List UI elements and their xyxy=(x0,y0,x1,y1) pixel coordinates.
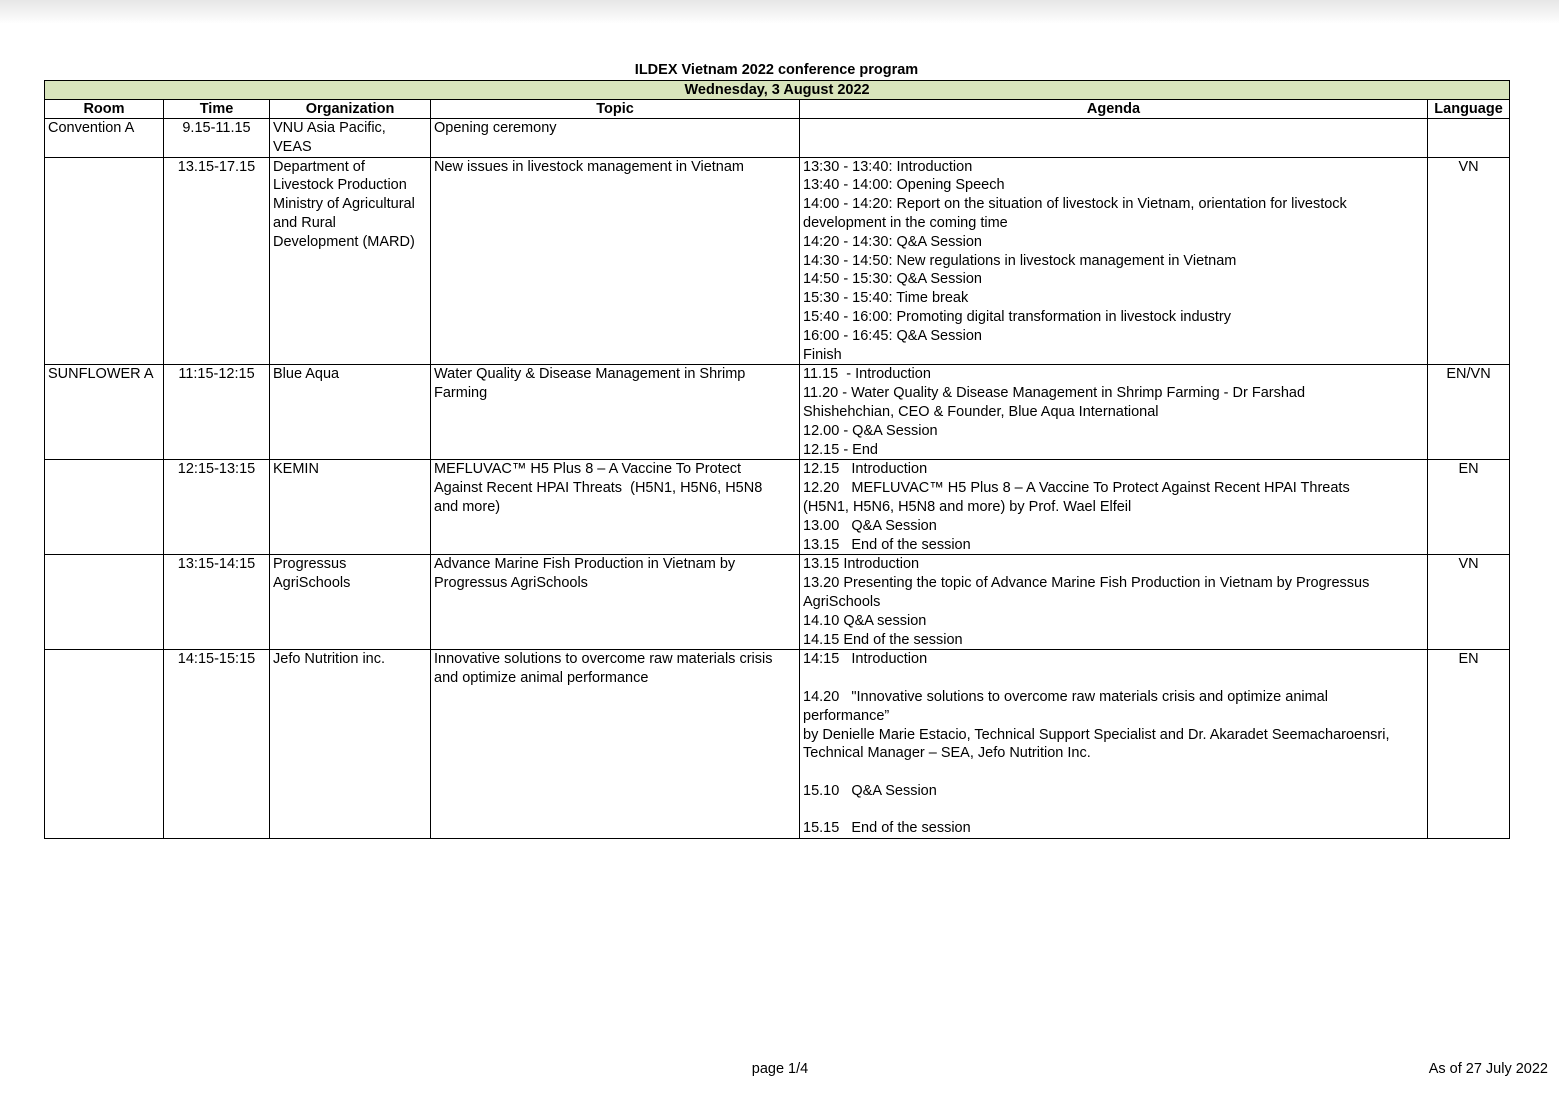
time-cell: 9.15-11.15 xyxy=(164,119,270,158)
organization-cell: Progressus AgriSchools xyxy=(270,555,431,650)
organization-cell: Blue Aqua xyxy=(270,365,431,460)
time-cell: 14:15-15:15 xyxy=(164,650,270,839)
column-header-organization: Organization xyxy=(270,100,431,119)
column-header-time: Time xyxy=(164,100,270,119)
room-cell: SUNFLOWER A xyxy=(45,365,164,460)
topic-cell: Innovative solutions to overcome raw materials crisis and optimize animal performance xyxy=(431,650,800,839)
agenda-cell: 13:30 - 13:40: Introduction 13:40 - 14:00: Opening Speech 14:00 - 14:20: Report on the situation of livestock in Vietnam, orientation for livestock development in the coming time 14:20 - 14:30: Q&A Session 14:30 - 14:50: New regulations in livestock management in Vietnam 14:50 - 15:30: Q&A Session 15:30 - 15:40: Time break 15:40 - 16:00: Promoting digital transformation in livestock industry 16:00 - 16:45: Q&A Session Finish xyxy=(800,157,1428,365)
agenda-cell: 14:15 Introduction 14.20 "Innovative solutions to overcome raw materials crisis and optimize animal performance” by Denielle Marie Estacio, Technical Support Specialist and Dr. Akaradet Seemacharoensri, Technical Manager – SEA, Jefo Nutrition Inc. 15.10 Q&A Session 15.15 End of the session xyxy=(800,650,1428,839)
topic-cell: Water Quality & Disease Management in Shrimp Farming xyxy=(431,365,800,460)
time-cell: 13.15-17.15 xyxy=(164,157,270,365)
language-cell: VN xyxy=(1428,555,1510,650)
time-cell: 13:15-14:15 xyxy=(164,555,270,650)
room-cell xyxy=(45,460,164,555)
document-title: ILDEX Vietnam 2022 conference program xyxy=(634,62,919,78)
agenda-cell: 11.15 - Introduction 11.20 - Water Quality & Disease Management in Shrimp Farming - Dr Farshad Shishehchian, CEO & Founder, Blue Aqua International 12.00 - Q&A Session 12.15 - End xyxy=(800,365,1428,460)
table-row xyxy=(45,365,1510,460)
table-row xyxy=(45,460,1510,555)
program-table xyxy=(44,80,1510,839)
viewer-top-shadow xyxy=(0,0,1559,24)
date-banner: Wednesday, 3 August 2022 xyxy=(45,81,1510,100)
topic-cell: MEFLUVAC™ H5 Plus 8 – A Vaccine To Protect Against Recent HPAI Threats (H5N1, H5N6, H5N8 and more) xyxy=(431,460,800,555)
agenda-cell xyxy=(800,119,1428,158)
column-header-room: Room xyxy=(45,100,164,119)
table-row xyxy=(45,650,1510,839)
time-cell: 11:15-12:15 xyxy=(164,365,270,460)
room-cell xyxy=(45,555,164,650)
organization-cell: Jefo Nutrition inc. xyxy=(270,650,431,839)
topic-cell: Opening ceremony xyxy=(431,119,800,158)
page-number: page 1/4 xyxy=(751,1061,809,1077)
language-cell xyxy=(1428,119,1510,158)
language-cell: EN xyxy=(1428,460,1510,555)
table-row xyxy=(45,119,1510,158)
header-row xyxy=(45,100,1510,119)
organization-cell: VNU Asia Pacific, VEAS xyxy=(270,119,431,158)
table-row xyxy=(45,555,1510,650)
column-header-language: Language xyxy=(1428,100,1510,119)
column-header-agenda: Agenda xyxy=(800,100,1428,119)
room-cell xyxy=(45,650,164,839)
language-cell: EN/VN xyxy=(1428,365,1510,460)
organization-cell: Department of Livestock Production Ministry of Agricultural and Rural Development (MARD) xyxy=(270,157,431,365)
table-row xyxy=(45,157,1510,365)
topic-cell: New issues in livestock management in Vietnam xyxy=(431,157,800,365)
agenda-cell: 12.15 Introduction 12.20 MEFLUVAC™ H5 Plus 8 – A Vaccine To Protect Against Recent HPAI Threats (H5N1, H5N6, H5N8 and more) by Prof. Wael Elfeil 13.00 Q&A Session 13.15 End of the session xyxy=(800,460,1428,555)
language-cell: EN xyxy=(1428,650,1510,839)
organization-cell: KEMIN xyxy=(270,460,431,555)
language-cell: VN xyxy=(1428,157,1510,365)
time-cell: 12:15-13:15 xyxy=(164,460,270,555)
as-of-date: As of 27 July 2022 xyxy=(1428,1061,1548,1077)
room-cell xyxy=(45,157,164,365)
date-banner-row xyxy=(45,81,1510,100)
column-header-topic: Topic xyxy=(431,100,800,119)
room-cell: Convention A xyxy=(45,119,164,158)
topic-cell: Advance Marine Fish Production in Vietnam by Progressus AgriSchools xyxy=(431,555,800,650)
agenda-cell: 13.15 Introduction 13.20 Presenting the topic of Advance Marine Fish Production in Vietnam by Progressus AgriSchools 14.10 Q&A session 14.15 End of the session xyxy=(800,555,1428,650)
